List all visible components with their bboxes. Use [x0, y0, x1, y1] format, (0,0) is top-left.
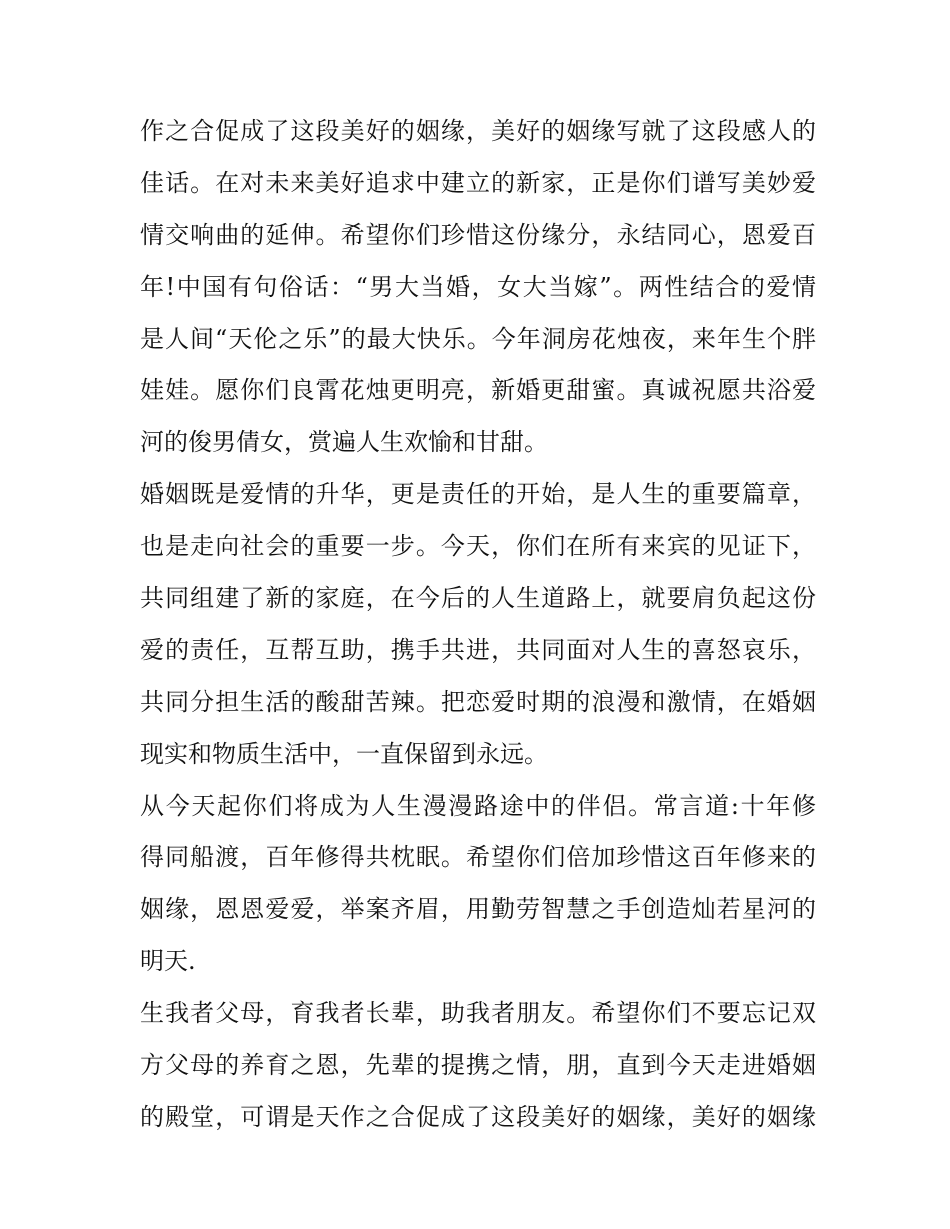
- text-line: 河的俊男倩女，赏遍人生欢愉和甘甜。: [140, 428, 548, 457]
- text-line: 从今天起你们将成为人生漫漫路途中的伴侣。常言道:十年修: [140, 791, 816, 820]
- text-line: 姻缘，恩恩爱爱，举案齐眉，用勤劳智慧之手创造灿若星河的: [140, 895, 816, 924]
- text-line: 情交响曲的延伸。希望你们珍惜这份缘分，永结同心，恩爱百: [140, 220, 816, 249]
- text-line: 婚姻既是爱情的升华，更是责任的开始，是人生的重要篇章，: [140, 480, 816, 509]
- text-line: 是人间“天伦之乐”的最大快乐。今年洞房花烛夜，来年生个胖: [140, 324, 816, 353]
- text-line: 现实和物质生活中，一直保留到永远。: [140, 739, 548, 768]
- text-line: 生我者父母，育我者长辈，助我者朋友。希望你们不要忘记双: [140, 999, 816, 1028]
- text-line: 作之合促成了这段美好的姻缘，美好的姻缘写就了这段感人的: [140, 117, 816, 145]
- text-line: 共同分担生活的酸甜苦辣。把恋爱时期的浪漫和激情，在婚姻: [140, 687, 816, 716]
- text-line: 明天.: [140, 947, 196, 976]
- text-line: 也是走向社会的重要一步。今天，你们在所有来宾的见证下，: [140, 532, 816, 561]
- text-line: 得同船渡，百年修得共枕眠。希望你们倍加珍惜这百年修来的: [140, 843, 816, 872]
- text-line: 爱的责任，互帮互助，携手共进，共同面对人生的喜怒哀乐，: [140, 635, 816, 664]
- text-line: 的殿堂，可谓是天作之合促成了这段美好的姻缘，美好的姻缘: [140, 1102, 816, 1131]
- text-line: 方父母的养育之恩，先辈的提携之情，朋，直到今天走进婚姻: [140, 1051, 816, 1080]
- text-line: 年!中国有句俗话：“男大当婚，女大当嫁”。两性结合的爱情: [140, 272, 816, 301]
- text-line: 佳话。在对未来美好追求中建立的新家，正是你们谱写美妙爱: [140, 168, 816, 197]
- text-line: 娃娃。愿你们良霄花烛更明亮，新婚更甜蜜。真诚祝愿共浴爱: [140, 376, 816, 405]
- document-body-text: [140, 106, 816, 1144]
- text-line: 共同组建了新的家庭，在今后的人生道路上，就要肩负起这份: [140, 584, 816, 613]
